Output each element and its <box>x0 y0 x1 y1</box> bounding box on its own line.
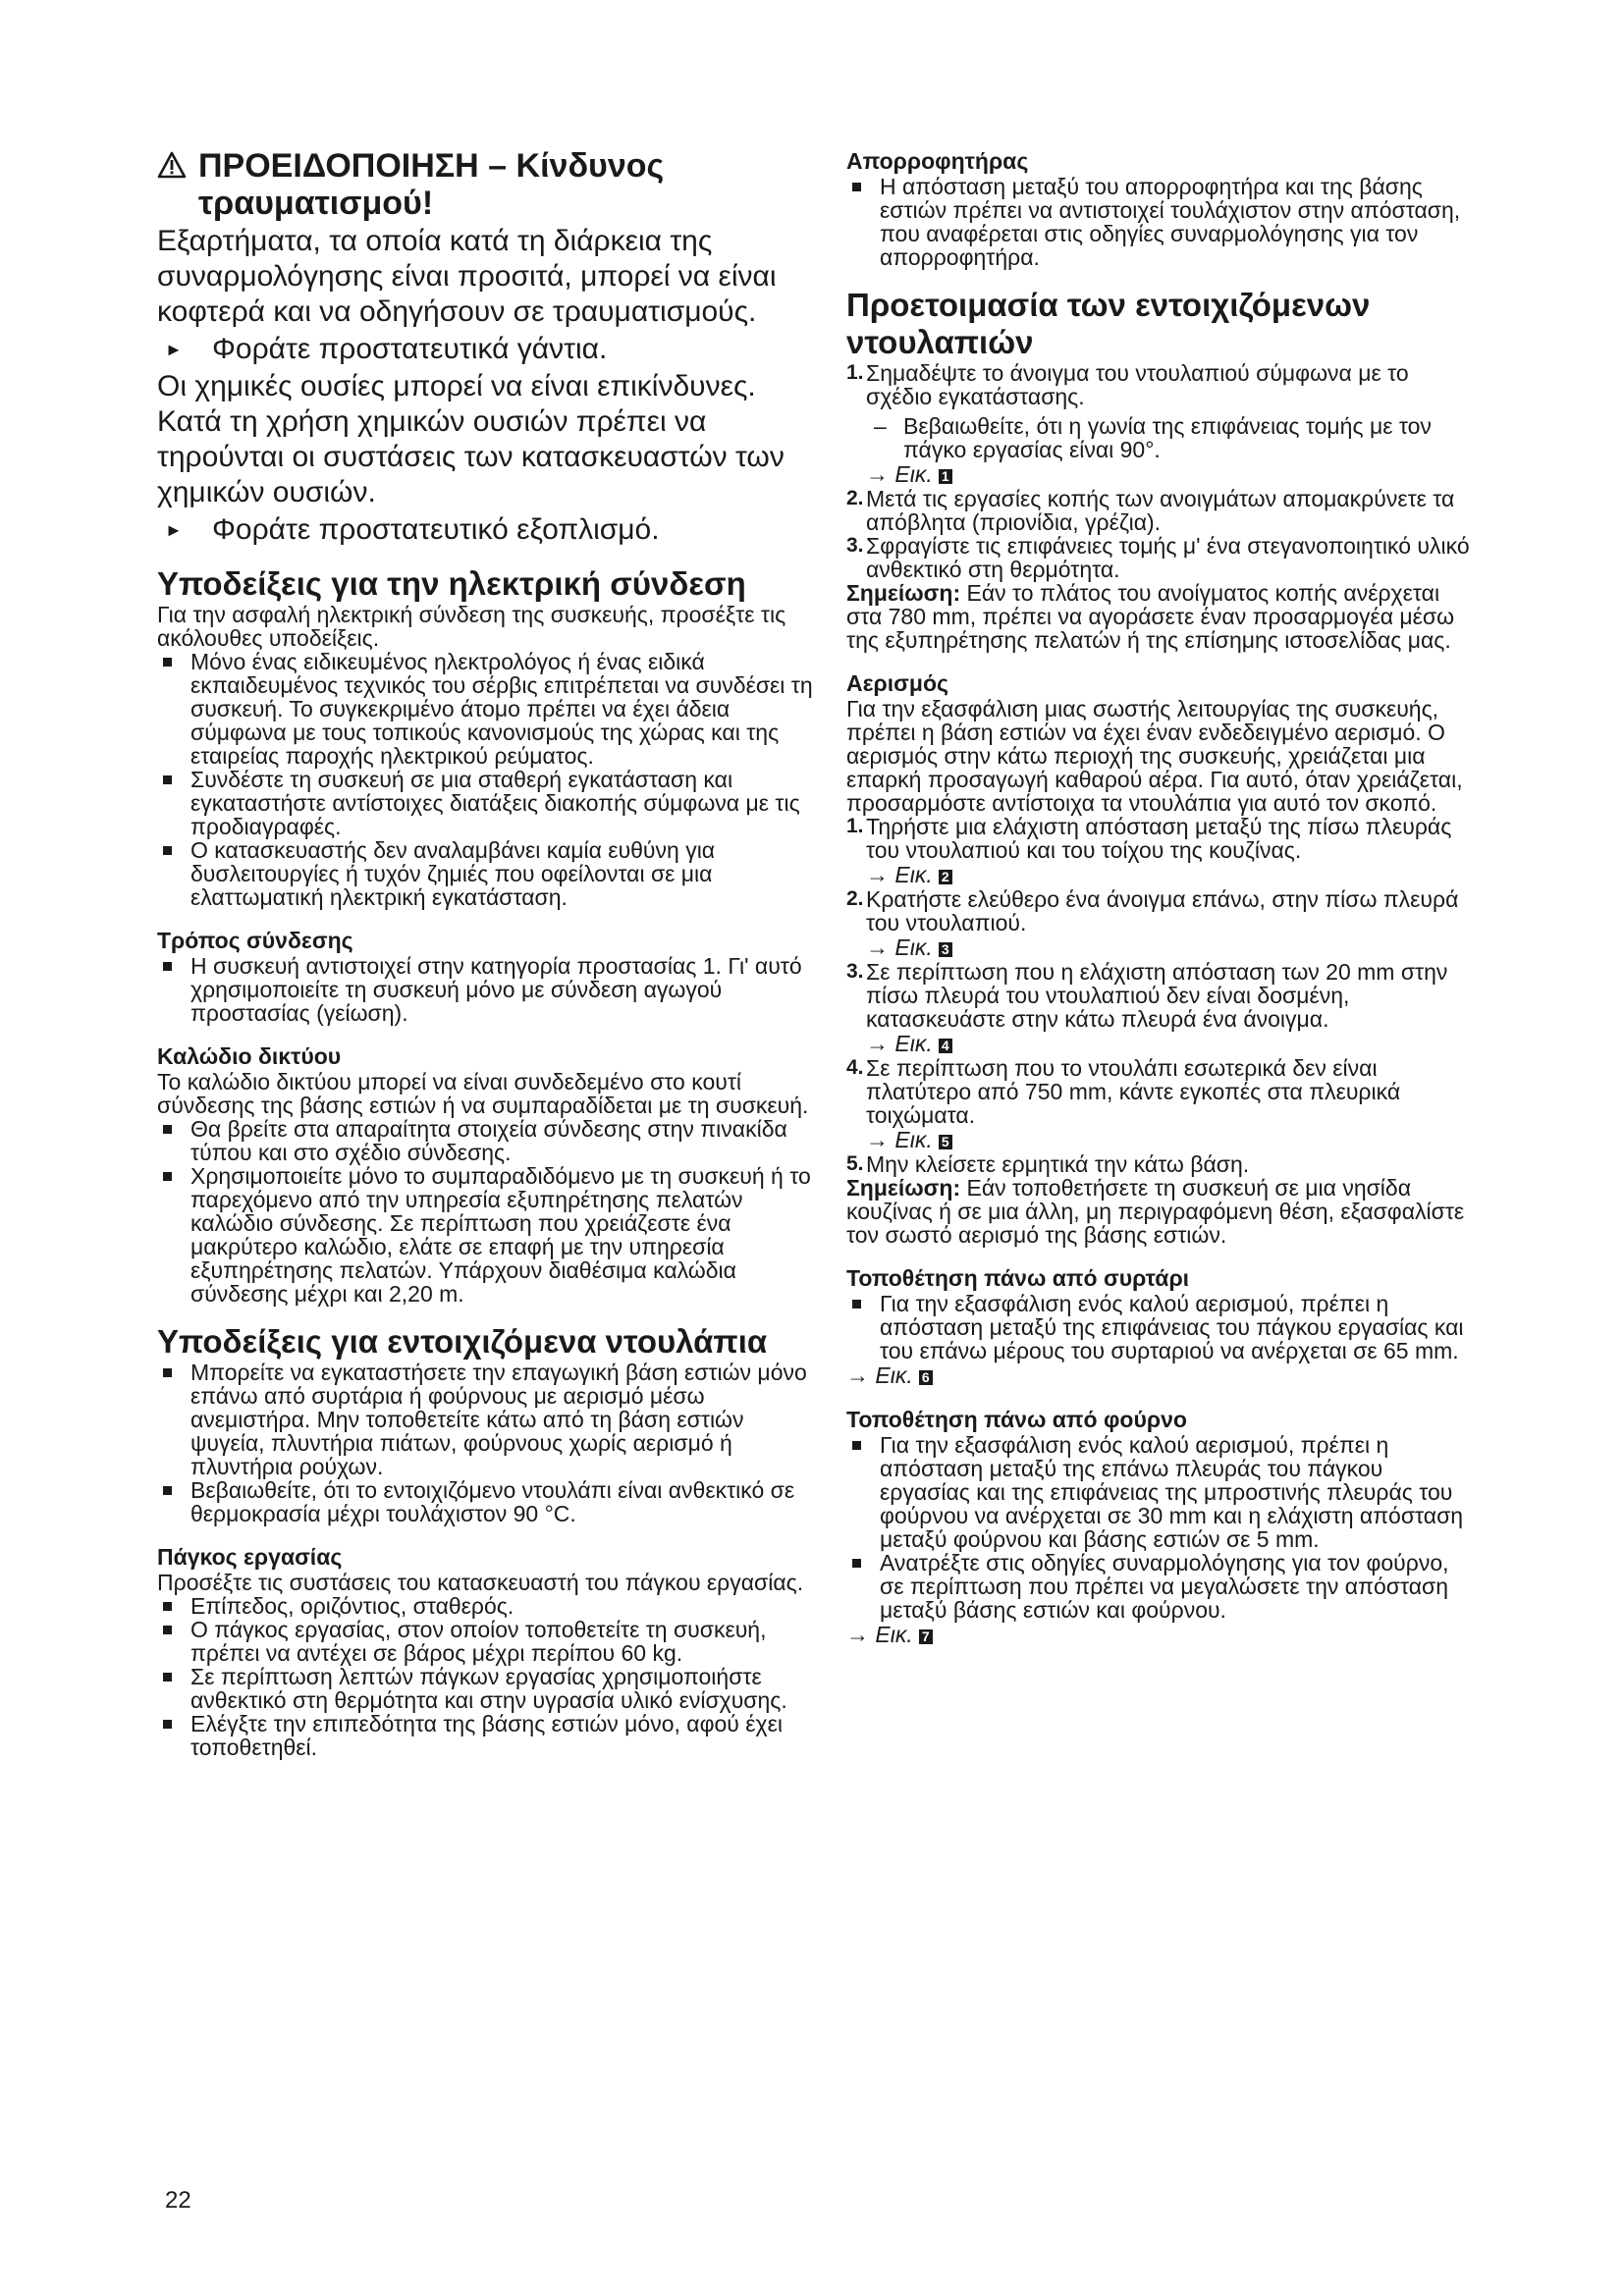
list-item: Επίπεδος, οριζόντιος, σταθερός. <box>157 1594 815 1618</box>
subsection-heading: Τοποθέτηση πάνω από συρτάρι <box>846 1265 1190 1291</box>
warning-text: Οι χημικές ουσίες μπορεί να είναι επικίνδυνες. Κατά τη χρήση χημικών ουσιών πρέπει να τηρούνται οι συστάσεις των κατασκευαστών των χημικών ουσιών. <box>157 370 785 508</box>
bullet-list <box>846 1292 1475 1362</box>
paragraph: Το καλώδιο δικτύου μπορεί να είναι συνδεδεμένο στο κουτί σύνδεσης της βάσης εστιών ή να συμπαραδίδεται με τη συσκευή. <box>157 1069 809 1118</box>
subsection-heading: Τρόπος σύνδεσης <box>157 928 353 953</box>
list-item: Σε περίπτωση λεπτών πάγκων εργασίας χρησιμοποιήστε ανθεκτικό στη θερμότητα και στην υγρασία υλικό ενίσχυσης. <box>157 1665 815 1712</box>
note: Σημείωση: Εάν το πλάτος του ανοίγματος κοπής ανέρχεται στα 780 mm, πρέπει να αγοράσετε έναν προσαρμογέα μέσω της εξυπηρέτησης πελατών ή της επίσημης ιστοσελίδας μας. <box>846 580 1455 653</box>
bullet-list <box>846 175 1475 269</box>
figure-reference: → Εικ. 3 <box>846 934 1475 960</box>
subsection-heading: Απορροφητήρας <box>846 148 1029 174</box>
section-heading: Προετοιμασία των εντοιχιζόμενων ντουλαπιών <box>846 287 1371 360</box>
sub-item: – Βεβαιωθείτε, ότι η γωνία της επιφάνειας τομής με τον πάγκο εργασίας είναι 90°. <box>874 413 1432 462</box>
right-column <box>846 147 1475 1647</box>
list-item: Μόνο ένας ειδικευμένος ηλεκτρολόγος ή ένας ειδικά εκπαιδευμένος τεχνικός του σέρβις επιτρέπεται να συνδέσει τη συσκευή. Το συγκεκριμένο άτομο πρέπει να έχει άδεια σύμφωνα με τους τοπικούς κανονισμούς της χώρας και της εταιρείας παροχής ηλεκτρικού ρεύματος. <box>157 650 815 768</box>
note: Σημείωση: Εάν τοποθετήσετε τη συσκευή σε μια νησίδα κουζίνας ή σε μια άλλη, μη περιγραφόμενη θέση, εξασφαλίστε τον σωστό αερισμό της βάσης εστιών. <box>846 1175 1465 1248</box>
list-item: 5. Μην κλείσετε ερμητικά την κάτω βάση. <box>846 1151 1250 1177</box>
figure-reference: → Εικ. 7 <box>846 1622 1475 1647</box>
warning-title: ΠΡΟΕΙΔΟΠΟΙΗΣΗ – Κίνδυνος τραυματισμού! <box>157 147 815 222</box>
list-item: 4. Σε περίπτωση που το ντουλάπι εσωτερικά δεν είναι πλατύτερο από 750 mm, κάντε εγκοπές στα πλευρικά τοιχώματα. <box>846 1055 1401 1128</box>
bullet-list <box>157 1117 815 1306</box>
list-item: Μπορείτε να εγκαταστήσετε την επαγωγική βάση εστιών μόνο επάνω από συρτάρια ή φούρνους με αερισμό μέσω ανεμιστήρα. Μην τοποθετείτε κάτω από τη βάση εστιών ψυγεία, πλυντήρια πιάτων, φούρνους χωρίς αερισμό ή πλυντήρια ρούχων. <box>157 1361 815 1478</box>
list-item: 2. Μετά τις εργασίες κοπής των ανοιγμάτων απομακρύνετε τα απόβλητα (πριονίδια, γρέζια). <box>846 486 1455 535</box>
figure-badge: 5 <box>939 1135 952 1149</box>
triangle-bullet-icon: ► <box>165 340 183 359</box>
list-item: 3. Σφραγίστε τις επιφάνειες τομής μ' ένα στεγανοποιητικό υλικό ανθεκτικό στη θερμότητα. <box>846 533 1470 582</box>
paragraph: Για την ασφαλή ηλεκτρική σύνδεση της συσκευής, προσέξτε τις ακόλουθες υποδείξεις. <box>157 602 786 651</box>
figure-badge: 4 <box>939 1039 952 1053</box>
figure-reference: → Εικ. 2 <box>846 862 1475 887</box>
bullet-list <box>157 1594 815 1759</box>
list-item: Η συσκευή αντιστοιχεί στην κατηγορία προστασίας 1. Γι' αυτό χρησιμοποιείτε τη συσκευή μόνο με σύνδεση αγωγού προστασίας (γείωση). <box>157 954 815 1025</box>
bullet-list <box>846 1433 1475 1622</box>
subsection-heading: Τοποθέτηση πάνω από φούρνο <box>846 1407 1187 1432</box>
step-list <box>846 815 1475 862</box>
page-number: 22 <box>165 2187 191 2214</box>
list-item: Ο πάγκος εργασίας, στον οποίον τοποθετείτε τη συσκευή, πρέπει να αντέχει σε βάρος μέχρι περίπου 60 kg. <box>157 1618 815 1665</box>
list-item: 1. Τηρήστε μια ελάχιστη απόσταση μεταξύ της πίσω πλευράς του ντουλαπιού και του τοίχου της κουζίνας. <box>846 814 1452 863</box>
figure-reference: → Εικ. 6 <box>846 1362 1475 1388</box>
step-list <box>846 487 1475 581</box>
left-column <box>157 147 815 1759</box>
step-list <box>846 361 1475 408</box>
list-item: Η απόσταση μεταξύ του απορροφητήρα και της βάσης εστιών πρέπει να αντιστοιχεί τουλάχιστον στην απόσταση, που αναφέρεται στις οδηγίες συναρμολόγησης για τον απορροφητήρα. <box>846 175 1475 269</box>
figure-badge: 3 <box>939 942 952 957</box>
subsection-heading: Πάγκος εργασίας <box>157 1544 343 1570</box>
triangle-bullet-icon: ► <box>165 520 183 540</box>
figure-badge: 6 <box>919 1370 933 1385</box>
list-item: Για την εξασφάλιση ενός καλού αερισμού, πρέπει η απόσταση μεταξύ της επιφάνειας του πάγκου εργασίας και του επάνω μέρους του συρταριού να ανέρχεται σε 65 mm. <box>846 1292 1475 1362</box>
figure-reference: → Εικ. 1 <box>846 461 1475 487</box>
list-item: Ελέγξτε την επιπεδότητα της βάσης εστιών μόνο, αφού έχει τοποθετηθεί. <box>157 1712 815 1759</box>
figure-reference: → Εικ. 5 <box>846 1127 1475 1152</box>
list-item: Ανατρέξτε στις οδηγίες συναρμολόγησης για τον φούρνο, σε περίπτωση που πρέπει να μεγαλώσετε την απόσταση μεταξύ βάσης εστιών και φούρνου. <box>846 1551 1475 1622</box>
list-item: Βεβαιωθείτε, ότι το εντοιχιζόμενο ντουλάπι είναι ανθεκτικό σε θερμοκρασία μέχρι τουλάχιστον 90 °C. <box>157 1478 815 1525</box>
list-item: Για την εξασφάλιση ενός καλού αερισμού, πρέπει η απόσταση μεταξύ της επάνω πλευράς του πάγκου εργασίας και της επιφάνειας της μπροστινής πλευράς του φούρνου να ανέρχεται σε 30 mm και η ελάχιστη απόσταση μεταξύ φούρνου και βάσης εστιών σε 5 mm. <box>846 1433 1475 1551</box>
list-item: 3. Σε περίπτωση που η ελάχιστη απόσταση των 20 mm στην πίσω πλευρά του ντουλαπιού δεν είναι δοσμένη, κατασκευάστε στην κάτω πλευρά ένα άνοιγμα. <box>846 959 1448 1032</box>
list-item: Συνδέστε τη συσκευή σε μια σταθερή εγκατάσταση και εγκαταστήστε αντίστοιχες διατάξεις διακοπής σύμφωνα με τις προδιαγραφές. <box>157 768 815 838</box>
step-list <box>846 960 1475 1031</box>
bullet-list <box>157 954 815 1025</box>
warning-triangle-icon <box>157 151 187 179</box>
paragraph: Για την εξασφάλιση μιας σωστής λειτουργίας της συσκευής, πρέπει η βάση εστιών να έχει έναν ενδεδειγμένο αερισμό. Ο αερισμός στην κάτω περιοχή της συσκευής, χρειάζεται μια επαρκή προσαγωγή καθαρού αέρα. Για αυτό, όταν χρειάζεται, προσαρμόστε αντίστοιχα τα ντουλάπια για αυτό τον σκοπό. <box>846 696 1463 816</box>
list-item: 2. Κρατήστε ελεύθερο ένα άνοιγμα επάνω, στην πίσω πλευρά του ντουλαπιού. <box>846 886 1459 935</box>
section-heading: Υποδείξεις για την ηλεκτρική σύνδεση <box>157 565 746 602</box>
list-item: 1. Σημαδέψτε το άνοιγμα του ντουλαπιού σύμφωνα με το σχέδιο εγκατάστασης. <box>846 360 1409 409</box>
figure-badge: 7 <box>919 1629 933 1644</box>
subsection-heading: Καλώδιο δικτύου <box>157 1043 342 1069</box>
section-heading: Υποδείξεις για εντοιχιζόμενα ντουλάπια <box>157 1323 768 1360</box>
figure-badge: 2 <box>939 870 952 884</box>
step-list <box>846 1152 1475 1176</box>
figure-badge: 1 <box>939 469 952 484</box>
warning-action: ► Φοράτε προστατευτικό εξοπλισμό. <box>157 512 815 548</box>
subsection-heading: Αερισμός <box>846 670 948 696</box>
bullet-list <box>157 1361 815 1525</box>
list-item: Χρησιμοποιείτε μόνο το συμπαραδιδόμενο με τη συσκευή ή το παρεχόμενο από την υπηρεσία εξυπηρέτησης πελατών καλώδιο σύνδεσης. Σε περίπτωση που χρειάζεστε ένα μακρύτερο καλώδιο, ελάτε σε επαφή με την υπηρεσία εξυπηρέτησης πελατών. Υπάρχουν διαθέσιμα καλώδια σύνδεσης μέχρι και 2,20 m. <box>157 1164 815 1306</box>
step-list <box>846 1056 1475 1127</box>
paragraph: Προσέξτε τις συστάσεις του κατασκευαστή του πάγκου εργασίας. <box>157 1570 804 1595</box>
step-list <box>846 887 1475 934</box>
bullet-list <box>157 650 815 909</box>
warning-text: Εξαρτήματα, τα οποία κατά τη διάρκεια της συναρμολόγησης είναι προσιτά, μπορεί να είναι κοφτερά και να οδηγήσουν σε τραυματισμούς. <box>157 225 777 328</box>
warning-action: ► Φοράτε προστατευτικά γάντια. <box>157 332 815 367</box>
warning-block <box>157 147 815 548</box>
list-item: Θα βρείτε στα απαραίτητα στοιχεία σύνδεσης στην πινακίδα τύπου και στο σχέδιο σύνδεσης. <box>157 1117 815 1164</box>
list-item: Ο κατασκευαστής δεν αναλαμβάνει καμία ευθύνη για δυσλειτουργίες ή τυχόν ζημιές που οφείλονται σε μια ελαττωματική ηλεκτρική εγκατάσταση. <box>157 838 815 909</box>
figure-reference: → Εικ. 4 <box>846 1031 1475 1056</box>
